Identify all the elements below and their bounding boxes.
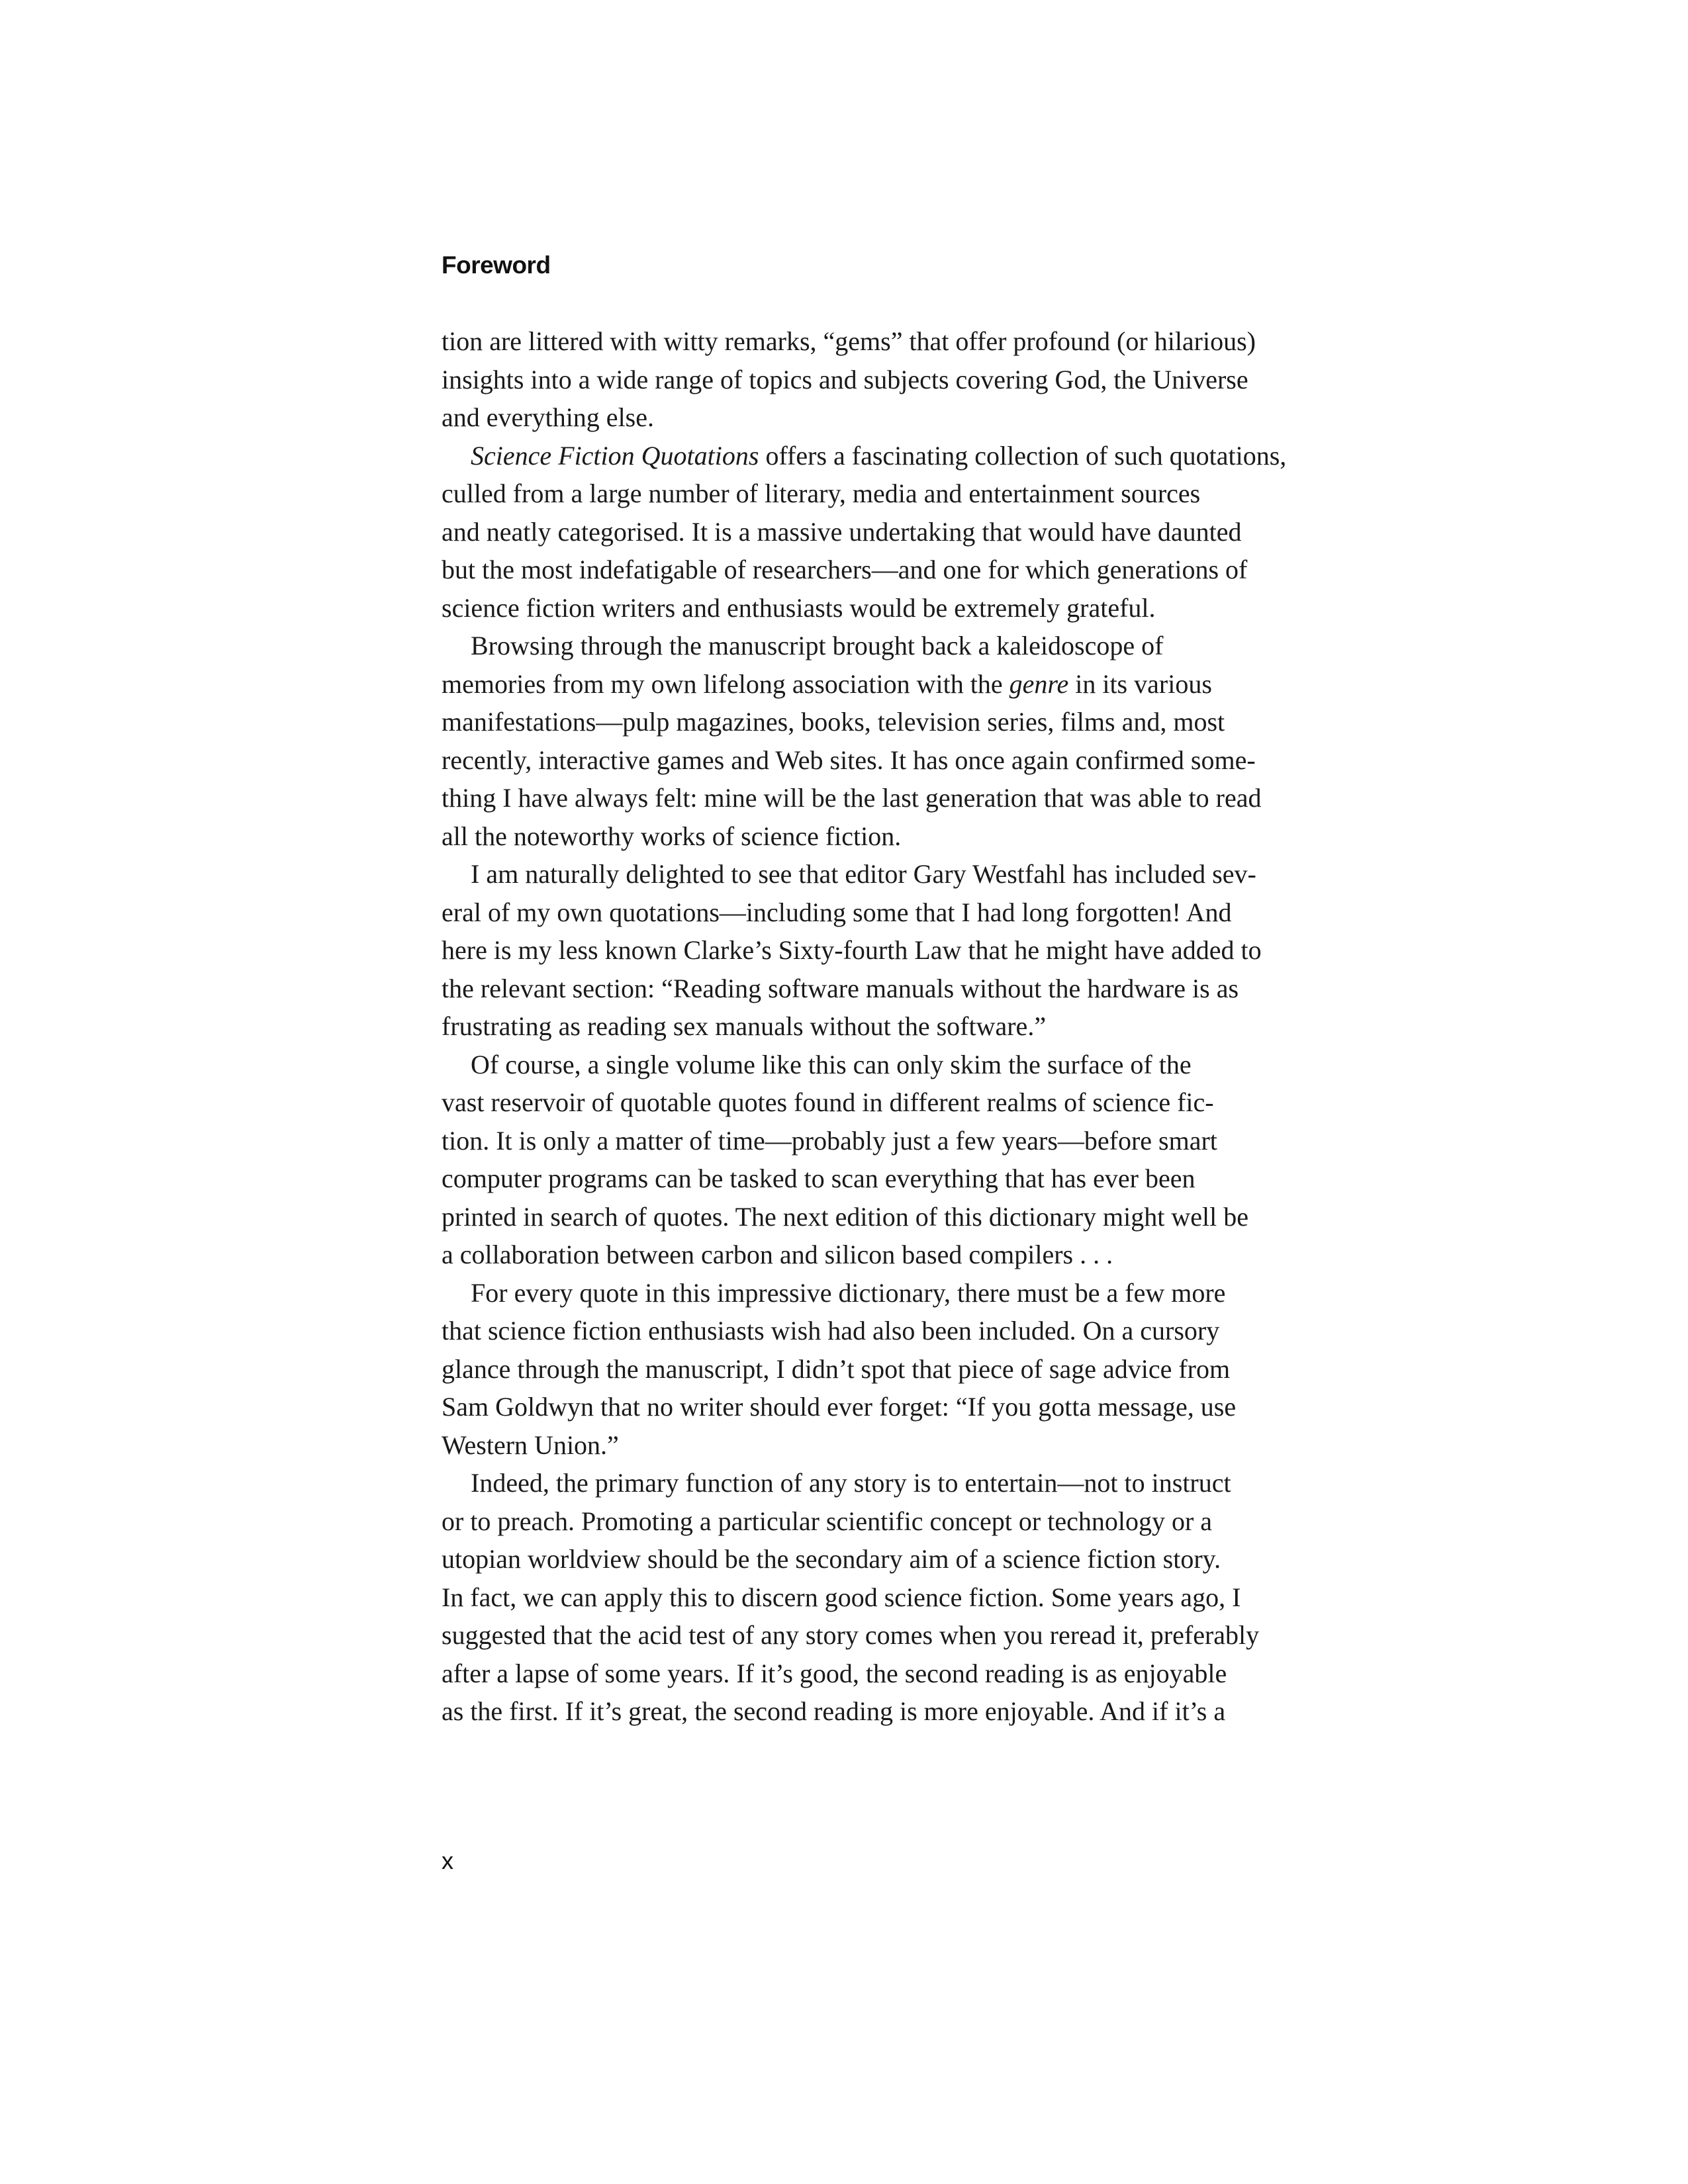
text-line-paragraph-start: I am naturally delighted to see that editor Gary Westfahl has included sev- [471, 859, 1256, 889]
text-line: recently, interactive games and Web sites. It has once again confirmed some- [442, 745, 1256, 775]
text-line: the relevant section: “Reading software manuals without the hardware is as [442, 973, 1239, 1003]
text-line: manifestations—pulp magazines, books, television series, films and, most [442, 707, 1225, 737]
text-line: that science fiction enthusiasts wish had also been included. On a cursory [442, 1316, 1220, 1345]
text-line: vast reservoir of quotable quotes found in different realms of science fic- [442, 1087, 1214, 1117]
text-line: computer programs can be tasked to scan everything that has ever been [442, 1163, 1196, 1193]
text-line: here is my less known Clarke’s Sixty-fourth Law that he might have added to [442, 935, 1262, 965]
text-line: as the first. If it’s great, the second reading is more enjoyable. And if it’s a [442, 1696, 1226, 1726]
text-line: printed in search of quotes. The next edition of this dictionary might well be [442, 1201, 1248, 1232]
text-line-paragraph-start: Indeed, the primary function of any story is to entertain—not to instruct [471, 1468, 1231, 1498]
text-line: memories from my own lifelong association with the genre in its various [442, 668, 1212, 699]
text-line: thing I have always felt: mine will be the last generation that was able to read [442, 783, 1262, 813]
text-line: a collaboration between carbon and silicon based compilers . . . [442, 1240, 1113, 1269]
text-line: tion are littered with witty remarks, “gems” that offer profound (or hilarious) [442, 326, 1256, 356]
text-line: suggested that the acid test of any story comes when you reread it, preferably [442, 1620, 1260, 1650]
page-number: x [442, 1847, 453, 1874]
text-line: frustrating as reading sex manuals without the software.” [442, 1011, 1047, 1041]
genre-italic: genre [1009, 668, 1069, 699]
text-line: Western Union.” [442, 1430, 619, 1460]
text-line-paragraph-start: Of course, a single volume like this can only skim the surface of the [471, 1049, 1192, 1079]
text-line: culled from a large number of literary, media and entertainment sources [442, 478, 1201, 508]
text-line: utopian worldview should be the secondary aim of a science fiction story. [442, 1544, 1221, 1574]
text-line-paragraph-start: Browsing through the manuscript brought back a kaleidoscope of [471, 631, 1164, 660]
text-line-paragraph-start: Science Fiction Quotations offers a fascinating collection of such quotations, [471, 440, 1287, 471]
text-line: science fiction writers and enthusiasts would be extremely grateful. [442, 592, 1156, 623]
book-title-italic: Science Fiction Quotations [471, 440, 759, 471]
text-line: insights into a wide range of topics and subjects covering God, the Universe [442, 364, 1248, 394]
text-line: or to preach. Promoting a particular scientific concept or technology or a [442, 1506, 1213, 1536]
text-line: Sam Goldwyn that no writer should ever forget: “If you gotta message, use [442, 1392, 1237, 1422]
text-line: but the most indefatigable of researchers—and one for which generations of [442, 555, 1248, 584]
text-line: In fact, we can apply this to discern good science fiction. Some years ago, I [442, 1582, 1241, 1612]
text-line: tion. It is only a matter of time—probably just a few years—before smart [442, 1125, 1217, 1156]
text-line: glance through the manuscript, I didn’t spot that piece of sage advice from [442, 1353, 1231, 1384]
text-line: eral of my own quotations—including some that I had long forgotten! And [442, 897, 1232, 927]
text-line-paragraph-start: For every quote in this impressive dictionary, there must be a few more [471, 1277, 1226, 1308]
text-line: and everything else. [442, 402, 654, 432]
text-line: all the noteworthy works of science fiction. [442, 821, 902, 851]
running-head: Foreword [442, 251, 551, 279]
text-line: after a lapse of some years. If it’s good, the second reading is as enjoyable [442, 1658, 1227, 1688]
text-line: and neatly categorised. It is a massive undertaking that would have daunted [442, 516, 1242, 547]
foreword-body-text [442, 322, 1299, 1731]
